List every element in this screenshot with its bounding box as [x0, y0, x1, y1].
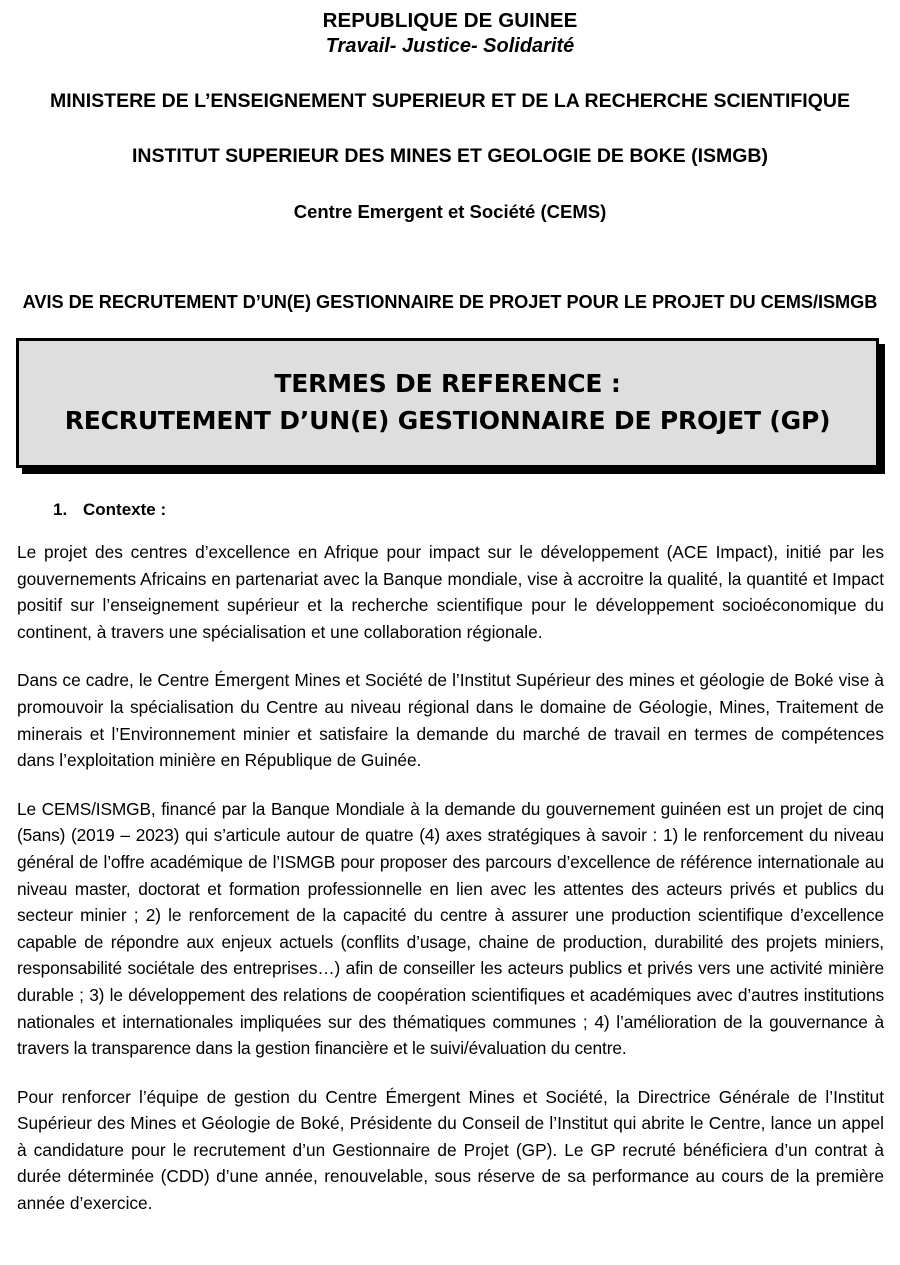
section-heading-contexte: [16, 499, 884, 521]
document-masthead: [16, 0, 884, 224]
paragraph: Le projet des centres d’excellence en Afrique pour impact sur le développement (ACE Impact), initié par les gouvernements Africains en partenariat avec la Banque mondiale, vise à accroitre la qualité, la quantité et Impact positif sur l’enseignement supérieur et la recherche scientifique pour le développement socioéconomique du continent, à travers une spécialisation et une collaboration régionale.: [17, 542, 884, 642]
paragraph: Pour renforcer l’équipe de gestion du Centre Émergent Mines et Société, la Directrice Générale de l’Institut Supérieur des Mines et Géologie de Boké, Présidente du Conseil de l’Institut qui abrite le Centre, lance un appel à candidature pour le recrutement d’un Gestionnaire de Projet (GP). Le GP recruté bénéficiera d’un contrat à durée déterminée (CDD) d’une année, renouvelable, sous réserve de sa performance au cours de la première année d’exercice.: [17, 1086, 884, 1214]
country-name: REPUBLIQUE DE GUINEE: [322, 9, 578, 32]
center-name: Centre Emergent et Société (CEMS): [293, 201, 607, 222]
section-number: 1.: [53, 500, 68, 519]
terms-of-reference-line-1: TERMES DE REFERENCE :: [274, 369, 621, 398]
paragraph: Dans ce cadre, le Centre Émergent Mines et Société de l’Institut Supérieur des mines et géologie de Boké vise à promouvoir la spécialisation du Centre au niveau régional dans le domaine de Géologie, Mines, Traitement de minerais et l’Environnement minier et satisfaire la demande du marché de travail en termes de compétences dans l’exploitation minière en République de Guinée.: [17, 670, 884, 771]
body-text: [16, 539, 884, 1217]
notice-heading: AVIS DE RECRUTEMENT D’UN(E) GESTIONNAIRE DE PROJET POUR LE PROJET DU CEMS/ISMGB: [22, 292, 878, 312]
section-title: Contexte :: [83, 500, 167, 519]
institute-name: INSTITUT SUPERIEUR DES MINES ET GEOLOGIE DE BOKE (ISMGB): [132, 145, 768, 167]
boxed-title-wrapper: [16, 338, 884, 473]
national-motto: Travail- Justice- Solidarité: [325, 35, 575, 57]
terms-of-reference-line-2: RECRUTEMENT D’UN(E) GESTIONNAIRE DE PROJET (GP): [64, 406, 831, 435]
ministry-name: MINISTERE DE L’ENSEIGNEMENT SUPERIEUR ET DE LA RECHERCHE SCIENTIFIQUE: [50, 90, 850, 112]
paragraph: Le CEMS/ISMGB, financé par la Banque Mondiale à la demande du gouvernement guinéen est un projet de cinq (5ans) (2019 – 2023) qui s’articule autour de quatre (4) axes stratégiques à savoir : 1) le renforcement du niveau général de l’offre académique de l’ISMGB pour proposer des parcours d’excellence de référence internationale au niveau master, doctorat et formation professionnelle en lien avec les attentes des acteurs privés et publics du secteur minier ; 2) le renforcement de la capacité du centre à assurer une production scientifique d’excellence capable de répondre aux enjeux actuels (conflits d’usage, chaine de production, durabilité des projets miniers, responsabilité sociétale des entreprises…) afin de conseiller les acteurs publics et privés vers une activité minière durable ; 3) le développement des relations de coopération scientifiques et académiques avec d’autres institutions nationales et internationales impliquées sur des thématiques communes ; 4) l’amélioration de la gouvernance à travers la transparence dans la gestion financière et le suivi/évaluation du centre.: [17, 798, 884, 1059]
terms-of-reference-box: [16, 338, 879, 468]
